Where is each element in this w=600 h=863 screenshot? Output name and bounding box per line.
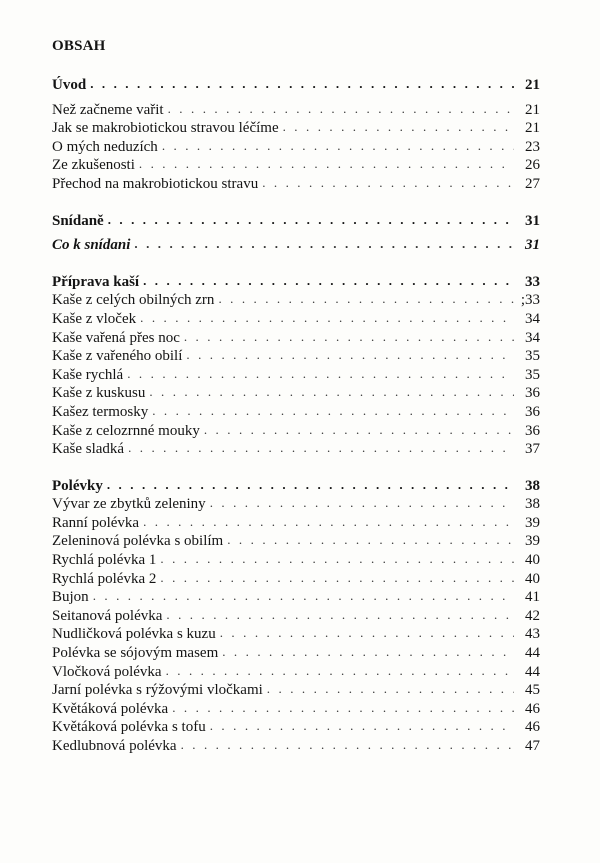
dot-leader	[283, 118, 514, 137]
entry-title: Kaše z vloček	[52, 310, 137, 327]
toc-entry	[52, 310, 540, 329]
entry-title: Než začneme vařit	[52, 101, 164, 118]
entry-page: 44	[525, 645, 540, 662]
entry-title: Seitanová polévka	[52, 607, 163, 624]
toc-main-entry	[52, 477, 540, 496]
entry-title: Vývar ze zbytků zeleniny	[52, 496, 206, 513]
entry-page: 21	[525, 120, 540, 137]
entry-title: Kaše z vařeného obilí	[52, 348, 183, 365]
entry-page: 27	[525, 175, 540, 192]
entry-page: 34	[525, 329, 540, 346]
dot-leader	[93, 587, 514, 606]
entry-page: 36	[525, 422, 540, 439]
entry-page: 42	[525, 607, 540, 624]
toc-entry	[52, 347, 540, 366]
entry-title: Vločková polévka	[52, 663, 162, 680]
entry-page: 23	[525, 138, 540, 155]
entry-title: Nudličková polévka s kuzu	[52, 626, 216, 643]
toc-entry	[52, 588, 540, 607]
dot-leader	[127, 365, 514, 384]
dot-leader	[139, 155, 514, 174]
dot-leader	[172, 699, 514, 718]
dot-leader	[222, 643, 514, 662]
toc-entry	[52, 119, 540, 138]
dot-leader	[262, 174, 514, 193]
entry-page: 34	[525, 310, 540, 327]
entry-page: 21	[525, 101, 540, 118]
toc-section-polevky	[52, 477, 540, 756]
entry-page: 46	[525, 700, 540, 717]
dot-leader	[107, 476, 514, 495]
toc-main-entry	[52, 76, 540, 95]
toc-entry	[52, 495, 540, 514]
entry-page: 40	[525, 570, 540, 587]
entry-title: Kašez termosky	[52, 403, 149, 420]
entry-page: 35	[525, 366, 540, 383]
entry-page: 46	[525, 719, 540, 736]
entry-page: 26	[525, 157, 540, 174]
entry-title: Co k snídani	[52, 237, 131, 254]
dot-leader	[149, 383, 514, 402]
toc-entry	[52, 700, 540, 719]
entry-title: Rychlá polévka 2	[52, 570, 157, 587]
entry-title: Jarní polévka s rýžovými vločkami	[52, 682, 263, 699]
toc-entry	[52, 663, 540, 682]
toc-entry	[52, 175, 540, 194]
toc-section-uvod	[52, 76, 540, 194]
toc-entry	[52, 384, 540, 403]
toc-entry	[52, 440, 540, 459]
dot-leader	[134, 235, 514, 254]
toc-entry	[52, 607, 540, 626]
entry-title: Kedlubnová polévka	[52, 738, 177, 754]
dot-leader	[218, 290, 514, 309]
toc-entry	[52, 644, 540, 663]
entry-title: Kaše z kuskusu	[52, 385, 146, 402]
entry-title: Ze zkušenosti	[52, 157, 135, 174]
entry-title: Kaše rychlá	[52, 366, 124, 383]
toc-entry	[52, 570, 540, 589]
toc-entry	[52, 737, 540, 756]
entry-title: Úvod	[52, 77, 87, 93]
dot-leader	[220, 624, 514, 643]
entry-page: 31	[525, 237, 540, 254]
dot-leader	[166, 662, 514, 681]
entry-title: O mých neduzích	[52, 138, 158, 155]
toc-section-snidane	[52, 212, 540, 255]
dot-leader	[227, 531, 514, 550]
dot-leader	[143, 272, 514, 291]
entry-page: 44	[525, 663, 540, 680]
entry-title: Kaše z celozrnné mouky	[52, 422, 200, 439]
toc-entry	[52, 422, 540, 441]
dot-leader	[160, 569, 514, 588]
dot-leader	[152, 402, 514, 421]
toc-main-entry	[52, 273, 540, 292]
dot-leader	[184, 328, 514, 347]
entry-title: Zeleninová polévka s obilím	[52, 533, 224, 550]
dot-leader	[128, 439, 514, 458]
dot-leader	[186, 346, 514, 365]
table-of-contents	[52, 36, 540, 774]
toc-sub-entry	[52, 236, 540, 255]
entry-page: 43	[525, 626, 540, 643]
toc-section-priprava-kasi	[52, 273, 540, 459]
entry-page: 45	[525, 682, 540, 699]
entry-page: 35	[525, 348, 540, 365]
dot-leader	[166, 606, 514, 625]
toc-entry	[52, 329, 540, 348]
entry-page: 41	[525, 589, 540, 606]
entry-title: Rychlá polévka 1	[52, 552, 157, 569]
entry-page: 31	[525, 212, 540, 229]
entry-page: 37	[525, 441, 540, 458]
entry-title: Ranní polévka	[52, 514, 140, 531]
entry-title: Kaše z celých obilných zrn	[52, 292, 215, 309]
dot-leader	[160, 550, 514, 569]
entry-title: Bujon	[52, 589, 89, 606]
entry-page: 39	[525, 533, 540, 550]
entry-title: Příprava kaší	[52, 273, 140, 290]
entry-page: ;33	[520, 292, 540, 309]
dot-leader	[267, 680, 514, 699]
toc-entry	[52, 403, 540, 422]
toc-entry	[52, 366, 540, 385]
entry-title: Květáková polévka s tofu	[52, 719, 206, 736]
toc-entry	[52, 681, 540, 700]
toc-entry	[52, 514, 540, 533]
dot-leader	[108, 211, 514, 230]
dot-leader	[204, 421, 514, 440]
entry-page: 36	[525, 385, 540, 402]
dot-leader	[181, 736, 514, 755]
toc-entry	[52, 532, 540, 551]
toc-entry	[52, 138, 540, 157]
toc-main-entry	[52, 212, 540, 231]
entry-page: 47	[525, 738, 540, 754]
dot-leader	[90, 75, 514, 94]
toc-entry	[52, 625, 540, 644]
toc-entry	[52, 156, 540, 175]
entry-page: 38	[525, 496, 540, 513]
dot-leader	[168, 100, 514, 119]
dot-leader	[210, 717, 514, 736]
entry-title: Květáková polévka	[52, 700, 169, 717]
toc-entry	[52, 101, 540, 120]
entry-title: Snídaně	[52, 212, 104, 229]
entry-title: Jak se makrobiotickou stravou léčíme	[52, 120, 279, 137]
entry-page: 33	[525, 273, 540, 290]
toc-entry	[52, 551, 540, 570]
entry-title: Polévky	[52, 477, 103, 494]
dot-leader	[210, 494, 514, 513]
entry-title: Kaše vařená přes noc	[52, 329, 180, 346]
entry-page: 40	[525, 552, 540, 569]
toc-heading: OBSAH	[52, 38, 106, 54]
entry-title: Přechod na makrobiotickou stravu	[52, 175, 259, 192]
dot-leader	[140, 309, 514, 328]
toc-entry	[52, 718, 540, 737]
dot-leader	[162, 137, 514, 156]
entry-page: 21	[525, 77, 540, 93]
entry-page: 39	[525, 514, 540, 531]
toc-entry	[52, 291, 540, 310]
entry-title: Polévka se sójovým masem	[52, 645, 219, 662]
entry-page: 36	[525, 403, 540, 420]
entry-title: Kaše sladká	[52, 441, 125, 458]
entry-page: 38	[525, 477, 540, 494]
dot-leader	[143, 513, 514, 532]
